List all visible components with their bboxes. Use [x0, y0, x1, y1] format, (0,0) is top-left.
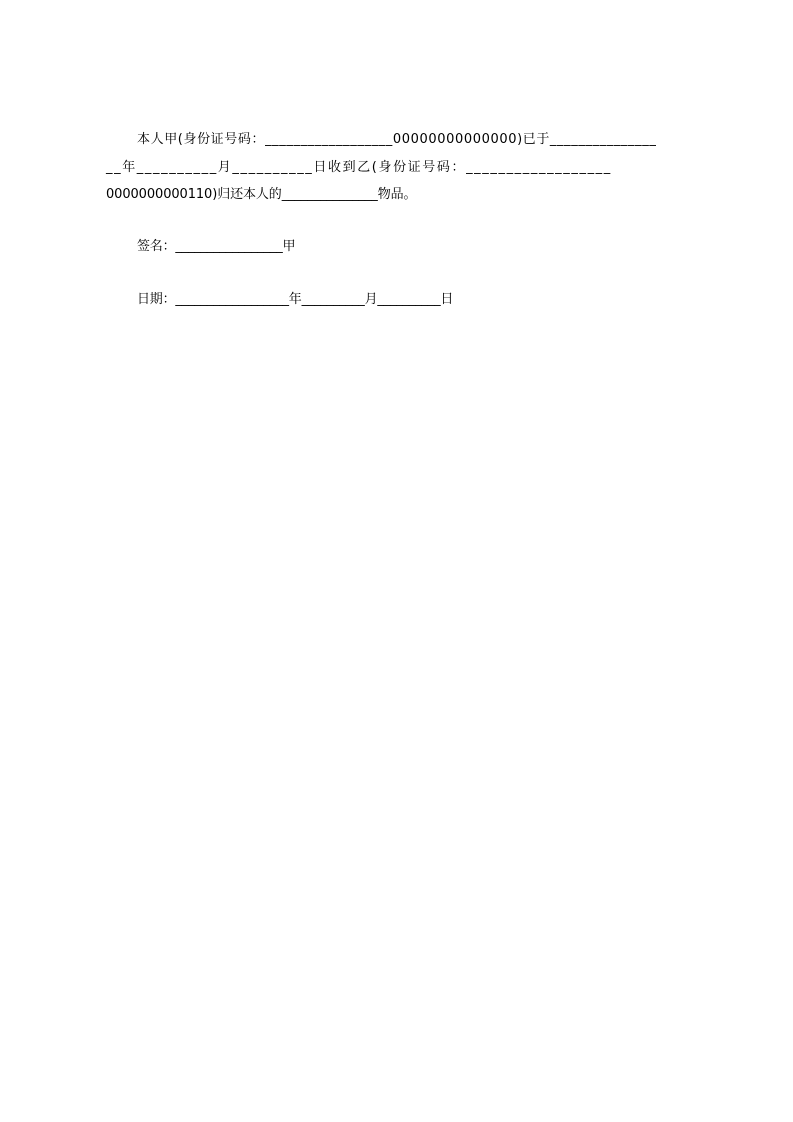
- date-line: 日期：__________________年__________月__________日: [137, 292, 454, 307]
- paragraph-line-1: 本人甲(身份证号码：__________________00000000000000)已于_______________: [137, 132, 657, 147]
- paragraph-line-2: __年__________月__________日收到乙(身份证号码：__________________: [106, 160, 612, 175]
- paragraph-line-3: 0000000000110)归还本人的_______________物品。: [106, 187, 417, 202]
- signature-line: 签名：_________________甲: [137, 239, 296, 254]
